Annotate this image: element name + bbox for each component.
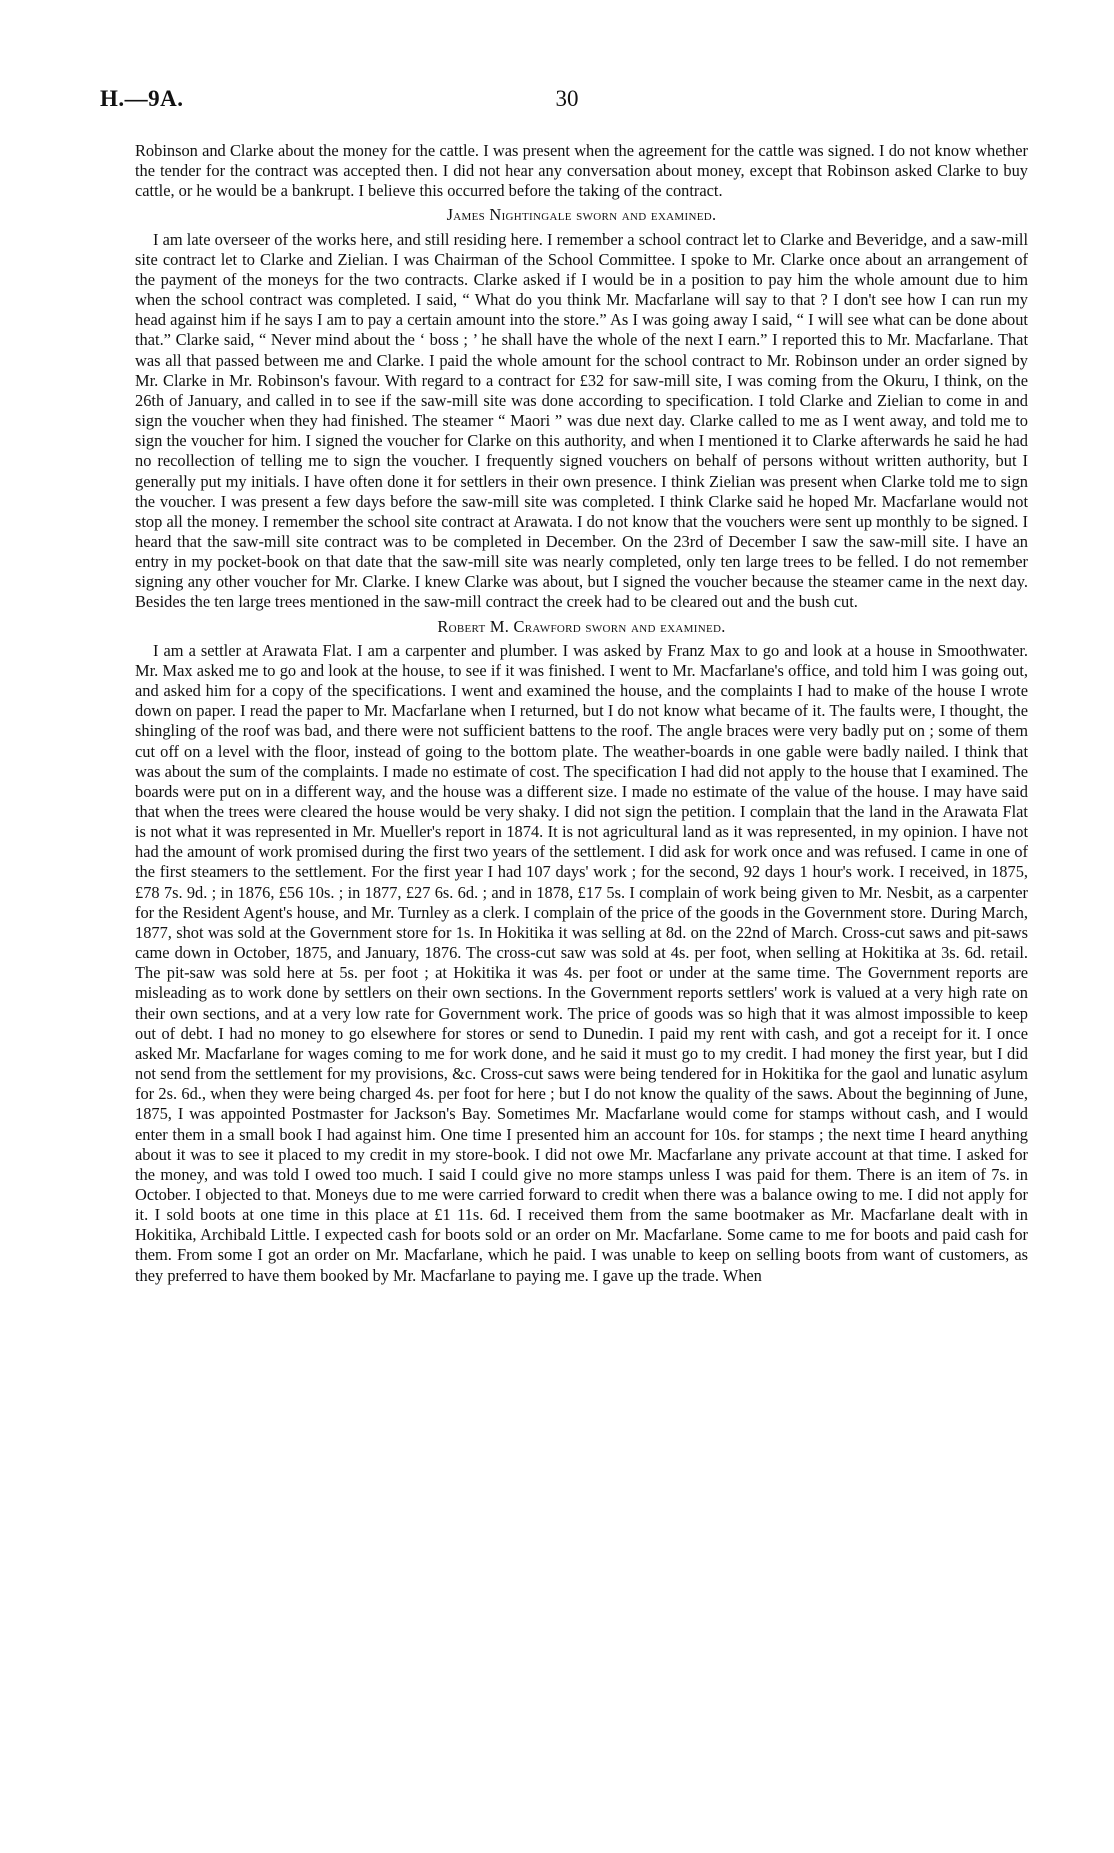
- document-body: [135, 141, 1028, 1286]
- paragraph-nightingale-testimony: I am late overseer of the works here, and still residing here. I remember a school contract let to Clarke and Beveridge, and a saw-mill site contract let to Clarke and Zielian. I was Chairman of the School Committee. I spoke to Mr. Clarke once about an arrangement of the payment of the moneys for the two contracts. Clarke asked if I would be in a position to pay him the whole amount due to him when the school contract was completed. I said, “ What do you think Mr. Macfarlane will say to that ? I don't see how I can run my head against him if he says I am to pay a certain amount into the store.” As I was going away I said, “ I will see what can be done about that.” Clarke said, “ Never mind about the ‘ boss ; ’ he shall have the whole of the next I earn.” I reported this to Mr. Macfarlane. That was all that passed between me and Clarke. I paid the whole amount for the school contract to Mr. Robinson under an order signed by Mr. Clarke in Mr. Robinson's favour. With regard to a contract for £32 for saw-mill site, I was coming from the Okuru, I think, on the 26th of January, and called in to see if the saw-mill site was done according to specification. I told Clarke and Zielian to come in and sign the voucher when they had finished. The steamer “ Maori ” was due next day. Clarke called to me as I went away, and told me to sign the voucher for him. I signed the voucher for Clarke on this authority, and when I mentioned it to Clarke afterwards he said he had no recollection of telling me to sign the voucher. I frequently signed vouchers on behalf of persons without written authority, but I generally put my initials. I have often done it for settlers in their own presence. I think Zielian was present when Clarke told me to sign the voucher. I was present a few days before the saw-mill site was completed. I think Clarke said he hoped Mr. Macfarlane would not stop all the money. I remember the school site contract at Arawata. I do not know that the vouchers were sent up monthly to be signed. I heard that the saw-mill site contract was to be completed in December. On the 23rd of December I saw the saw-mill site. I have an entry in my pocket-book on that date that the saw-mill site was nearly completed, only ten large trees to be felled. I do not remember signing any other voucher for Mr. Clarke. I knew Clarke was about, but I signed the voucher because the steamer came in the next day. Besides the ten large trees mentioned in the saw-mill contract the creek had to be cleared out and the bush cut.: [135, 229, 1028, 612]
- page-header: [100, 86, 1034, 126]
- document-reference: H.—9A.: [100, 86, 184, 111]
- paragraph-crawford-testimony: I am a settler at Arawata Flat. I am a carpenter and plumber. I was asked by Franz Max to go and look at a house in Smoothwater. Mr. Max asked me to go and look at the house, to see if it was finished. I went to Mr. Macfarlane's office, and told him I was going out, and asked him for a copy of the specifications. I went and examined the house, and the complaints I had to make of the house I wrote down on paper. I read the paper to Mr. Macfarlane when I returned, but I do not know what became of it. The faults were, I thought, the shingling of the roof was bad, and there were not sufficient battens to the roof. The angle braces were very badly put on ; some of them cut off on a level with the floor, instead of going to the bottom plate. The weather-boards in one gable were badly nailed. I think that was about the sum of the complaints. I made no estimate of cost. The specification I had did not apply to the house that I examined. The boards were put on in a different way, and the house was a different size. I made no estimate of the value of the house. I may have said that when the trees were cleared the house would be very shaky. I did not sign the petition. I complain that the land in the Arawata Flat is not what it was represented in Mr. Mueller's report in 1874. It is not agricultural land as it was represented, in my opinion. I have not had the amount of work promised during the first two years of the settlement. I did ask for work once and was refused. I came in one of the first steamers to the settlement. For the first year I had 107 days' work ; for the second, 92 days 1 hour's work. I received, in 1875, £78 7s. 9d. ; in 1876, £56 10s. ; in 1877, £27 6s. 6d. ; and in 1878, £17 5s. I complain of work being given to Mr. Nesbit, as a carpenter for the Resident Agent's house, and Mr. Turnley as a clerk. I complain of the price of the goods in the Government store. During March, 1877, shot was sold at the Government store for 1s. In Hokitika it was selling at 8d. on the 22nd of March. Cross-cut saws and pit-saws came down in October, 1875, and January, 1876. The cross-cut saw was sold at 4s. per foot, when selling at Hokitika at 3s. 6d. retail. The pit-saw was sold here at 5s. per foot ; at Hokitika it was 4s. per foot or under at the same time. The Government reports are misleading as to work done by settlers on their own sections. In the Government reports settlers' work is valued at a very high rate on their own sections, and at a very low rate for Government work. The price of goods was so high that it was almost impossible to keep out of debt. I had no money to go elsewhere for stores or send to Dunedin. I paid my rent with cash, and got a receipt for it. I once asked Mr. Macfarlane for wages coming to me for work done, and he said it must go to my credit. I had money the first year, but I did not send from the settlement for my provisions, &c. Cross-cut saws were being tendered for in Hokitika for the gaol and lunatic asylum for 2s. 6d., when they were being charged 4s. per foot for here ; but I do not know the quality of the saws. About the beginning of June, 1875, I was appointed Postmaster for Jackson's Bay. Sometimes Mr. Macfarlane would come for stamps without cash, and I would enter them in a small book I had against him. One time I presented him an account for 10s. for stamps ; the next time I heard anything about it was to see it placed to my credit in my store-book. I did not owe Mr. Macfarlane any private account at that time. I asked for the money, and was told I owed too much. I said I could give no more stamps unless I was paid for them. There is an item of 7s. in October. I objected to that. Moneys due to me were carried forward to credit when there was a balance owing to me. I did not apply for it. I sold boots at one time in this place at £1 11s. 6d. I received them from the same bootmaker as Mr. Macfarlane dealt with in Hokitika, Archibald Little. I expected cash for boots sold or an order on Mr. Macfarlane. Some came to me for boots and paid cash for them. From some I got an order on Mr. Macfarlane, which he paid. I was unable to keep on selling boots from want of customers, as they preferred to have them booked by Mr. Macfarlane to paying me. I gave up the trade. When: [135, 640, 1028, 1285]
- paragraph-continuation: Robinson and Clarke about the money for the cattle. I was present when the agreement for the cattle was signed. I do not know whether the tender for the contract was accepted then. I did not hear any conversation about money, except that Robinson asked Clarke to buy cattle, or he would be a bankrupt. I believe this occurred before the taking of the contract.: [135, 141, 1028, 201]
- page-number: 30: [555, 86, 579, 111]
- witness-heading-nightingale: James Nightingale sworn and examined.: [446, 205, 717, 225]
- witness-heading-crawford: Robert M. Crawford sworn and examined.: [437, 616, 726, 636]
